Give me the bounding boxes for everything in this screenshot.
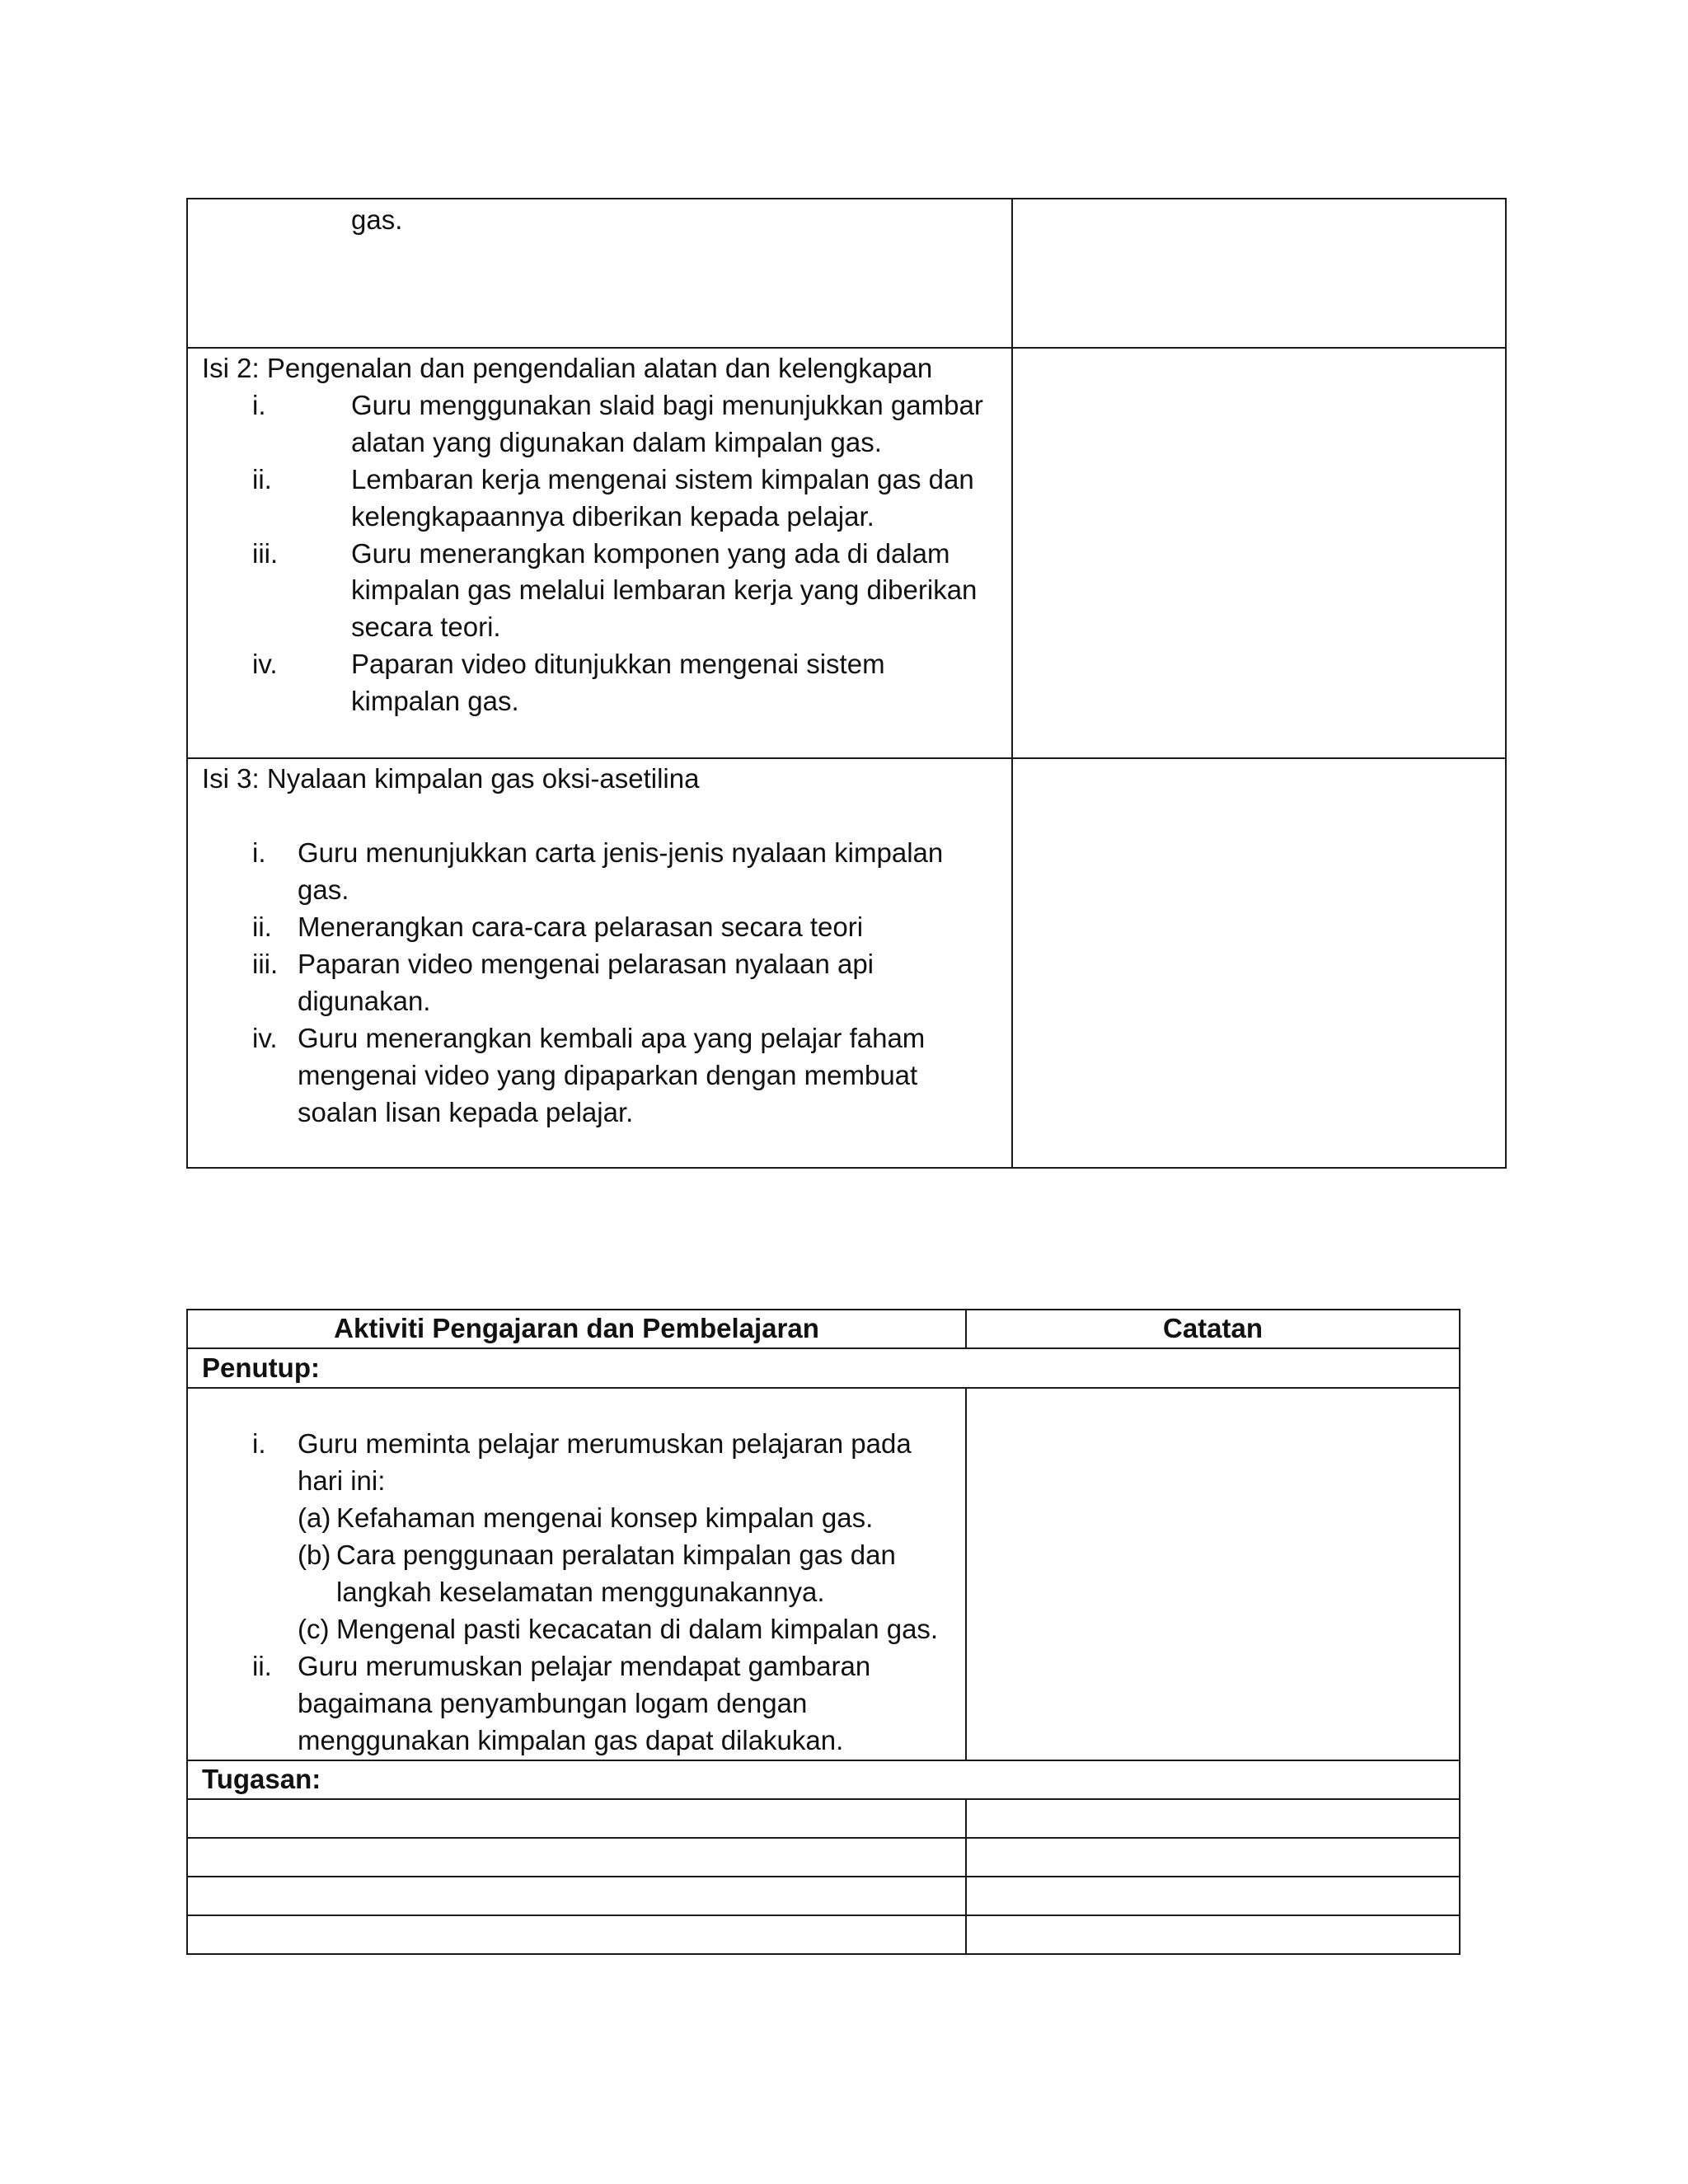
list-item-line: gas. (298, 874, 349, 905)
table-row-divider (186, 757, 1507, 759)
list-item-line: Paparan video ditunjukkan mengenai sistem (351, 649, 885, 679)
table-column-divider (1011, 198, 1013, 1169)
table-row-divider (186, 1837, 1461, 1839)
column-header-notes: Catatan (1162, 1313, 1264, 1343)
list-item-line: Guru meminta pelajar merumuskan pelajaran pada (298, 1428, 912, 1459)
table-row-divider (186, 1760, 1461, 1761)
list-item-line: Guru menerangkan komponen yang ada di dalam (351, 538, 950, 569)
task-label: Tugasan: (202, 1764, 321, 1794)
sub-list-label: (b) (298, 1540, 331, 1570)
list-number: iv. (252, 1023, 278, 1053)
table-border-bottom (186, 1953, 1461, 1955)
list-item-line: hari ini: (298, 1465, 386, 1496)
list-item-line: menggunakan kimpalan gas dapat dilakukan. (298, 1725, 844, 1755)
list-number: i. (252, 837, 266, 868)
table-row-divider (186, 1387, 1461, 1389)
sub-list-line: Cara penggunaan peralatan kimpalan gas dan (336, 1540, 896, 1570)
list-number: iii. (252, 538, 279, 569)
column-header-activity: Aktiviti Pengajaran dan Pembelajaran (334, 1313, 819, 1343)
table-border-top (186, 198, 1507, 199)
list-number: iv. (252, 649, 278, 679)
sub-list-line: Kefahaman mengenai konsep kimpalan gas. (336, 1502, 874, 1533)
sub-list-line: langkah keselamatan menggunakannya. (336, 1577, 825, 1607)
table-column-divider (965, 1387, 967, 1761)
continuation-text: gas. (351, 204, 403, 235)
table-column-divider (965, 1798, 967, 1955)
closing-label: Penutup: (202, 1352, 320, 1383)
list-number: iii. (252, 949, 279, 979)
list-item-line: kimpalan gas melalui lembaran kerja yang diberikan (351, 574, 978, 605)
list-item-line: mengenai video yang dipaparkan dengan membuat (298, 1060, 918, 1090)
list-number: i. (252, 1428, 266, 1459)
table-border-bottom (186, 1167, 1507, 1169)
table-border-right (1459, 1309, 1461, 1955)
list-item-line: Lembaran kerja mengenai sistem kimpalan gas dan (351, 464, 974, 494)
list-item-line: Guru merumuskan pelajar mendapat gambaran (298, 1651, 871, 1681)
list-number: ii. (252, 1651, 272, 1681)
table-row-divider (186, 347, 1507, 349)
list-number: i. (252, 390, 266, 420)
list-item-line: digunakan. (298, 986, 431, 1016)
list-item-line: kimpalan gas. (351, 686, 519, 716)
list-item-line: alatan yang digunakan dalam kimpalan gas. (351, 427, 882, 457)
list-item-line: secara teori. (351, 612, 501, 642)
table-row-divider (186, 1876, 1461, 1877)
section-heading-isi-2: Isi 2: Pengenalan dan pengendalian alatan dan kelengkapan (202, 353, 933, 383)
sub-list-label: (a) (298, 1502, 331, 1533)
list-item-line: soalan lisan kepada pelajar. (298, 1097, 634, 1127)
table-border-left (186, 1309, 188, 1955)
list-number: ii. (252, 912, 272, 942)
list-number: ii. (252, 464, 272, 494)
list-item-line: Guru menggunakan slaid bagi menunjukkan gambar (351, 390, 983, 420)
sub-list-label: (c) (298, 1614, 330, 1644)
list-item-line: Guru menunjukkan carta jenis-jenis nyalaan kimpalan (298, 837, 944, 868)
list-item-line: Menerangkan cara-cara pelarasan secara teori (298, 912, 864, 942)
table-border-left (186, 198, 188, 1169)
table-border-right (1505, 198, 1507, 1169)
list-item-line: bagaimana penyambungan logam dengan (298, 1688, 808, 1718)
table-row-divider (186, 1915, 1461, 1916)
table-row-divider (186, 1347, 1461, 1349)
sub-list-line: Mengenal pasti kecacatan di dalam kimpalan gas. (336, 1614, 939, 1644)
list-item-line: kelengkapaannya diberikan kepada pelajar. (351, 501, 874, 532)
list-item-line: Guru menerangkan kembali apa yang pelajar faham (298, 1023, 926, 1053)
section-heading-isi-3: Isi 3: Nyalaan kimpalan gas oksi-asetilina (202, 763, 700, 794)
list-item-line: Paparan video mengenai pelarasan nyalaan api (298, 949, 874, 979)
table-row-divider (186, 1798, 1461, 1800)
